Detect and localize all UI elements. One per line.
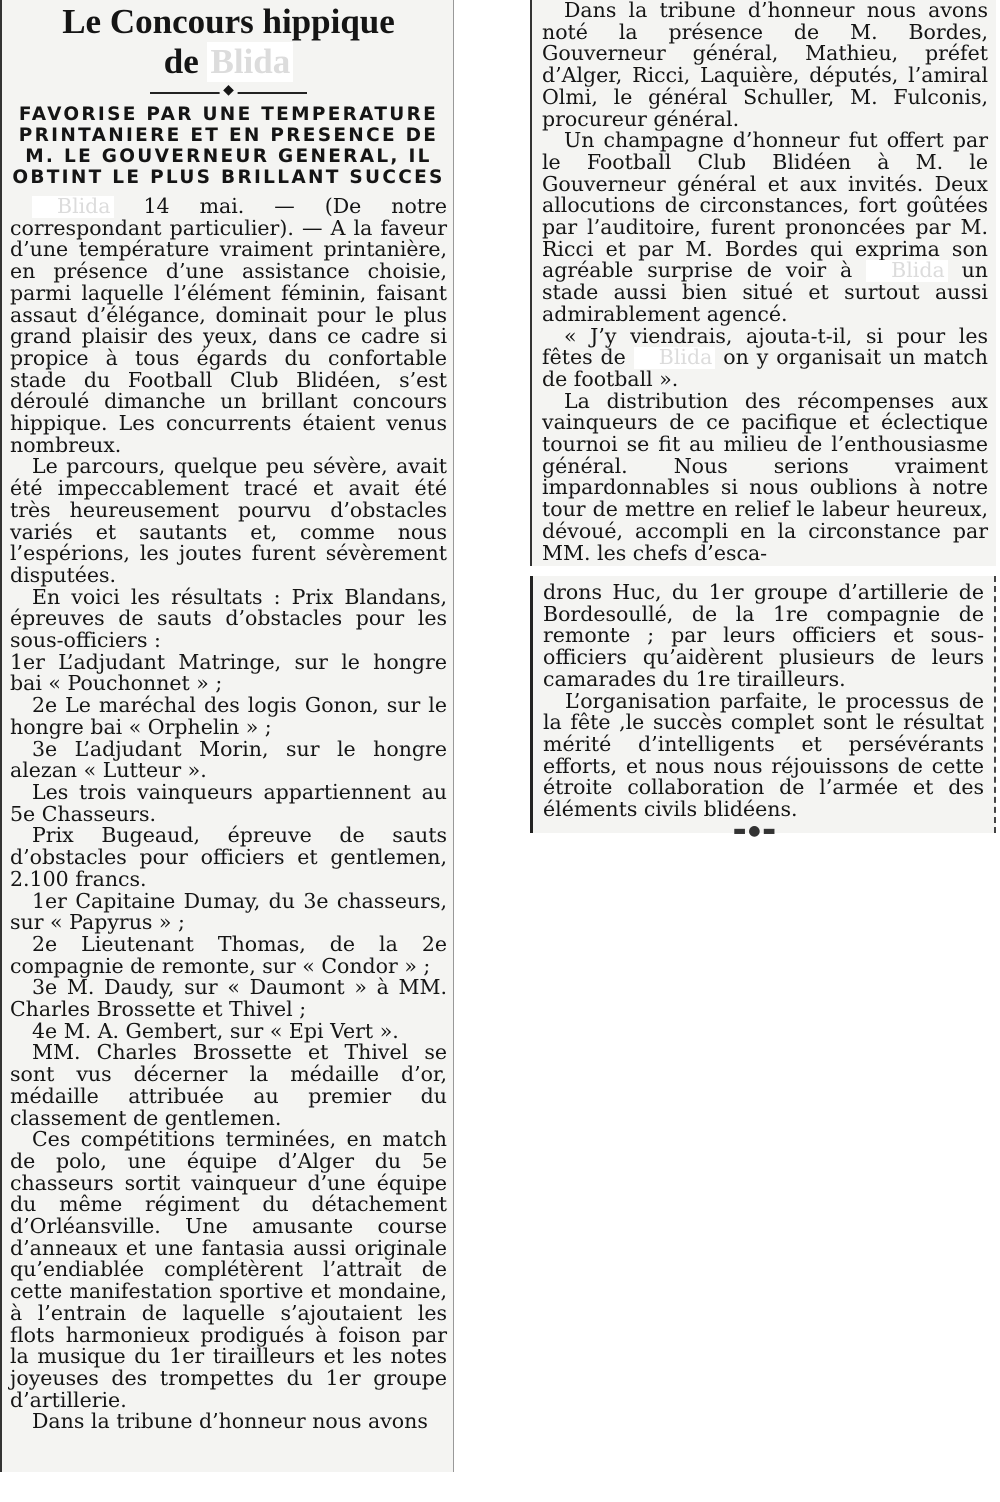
article-column-left bbox=[0, 0, 454, 1472]
article-paragraph: Le parcours, quelque peu sévère, avait été impeccablement tracé et avait été très heureusement pourvu d’obstacles variés et sautants et, comme nous l’espérions, les joutes furent sévèrement disputées. bbox=[10, 454, 447, 587]
article-paragraph: Un champagne d’honneur fut offert par le Football Club Blidéen à M. le Gouverneur général et aux invités. Deux allocutions de circonstances, fort goûtées par l’auditoire, furent prononcées par M. Ricci et par M. Bordes qui exprima son agréable surprise de voir à Blida un stade aussi bien situé et surtout aussi admirablement agencé. bbox=[542, 128, 988, 326]
article-column-right-bottom bbox=[530, 576, 996, 839]
article-column-right-top bbox=[530, 0, 996, 566]
redacted-place-name: Blida bbox=[207, 42, 293, 82]
subheadline: FAVORISE PAR UNE TEMPERATURE PRINTANIERE ET EN PRESENCE DE M. LE GOUVERNEUR GENERAL, IL OBTINT LE PLUS BRILLANT SUCCES bbox=[12, 104, 445, 188]
result-entry: 4e M. A. Gembert, sur « Epi Vert ». bbox=[32, 1018, 399, 1043]
redacted-place-name: Blida bbox=[866, 260, 948, 282]
article-paragraph: MM. Charles Brossette et Thivel se sont vus décerner la médaille d’or, médaille attribuée au premier du classement de gentlemen. bbox=[10, 1040, 447, 1130]
article-paragraph: Blida 14 mai. — (De notre correspondant particulier). — A la faveur d’une température vraiment printanière, en présence d’une assistance choisie, parmi laquelle l’élément féminin, faisant assaut d’élégance, dominait pour le plus grand plaisir des yeux, dans ce cadre si propice à tous égards du confortable stade du Football Club Blidéen, s’est déroulé dimanche un brillant concours hippique. Les concurrents étaient venus nombreux. bbox=[10, 194, 447, 457]
redacted-place-name: Blida bbox=[634, 347, 716, 369]
article-paragraph: Ces compétitions terminées, en match de polo, une équipe d’Alger du 5e chasseurs sortit vainqueur d’une équipe du même régiment du détachement d’Orléansville. Une amusante course d’anneaux et une fantasia aussi originale qu’endiablée complétèrent l’attrait de cette manifestation sportive et mondaine, à l’entrain de laquelle s’ajoutaient les flots harmonieux prodigués à foison par la musique du 1er tirailleurs et les notes joyeuses des trompettes du 1er groupe d’artillerie. bbox=[10, 1127, 447, 1412]
redacted-dateline-place: Blida bbox=[32, 196, 114, 218]
headline-line1: Le Concours hippique bbox=[62, 2, 395, 41]
article-paragraph: Dans la tribune d’honneur nous avons bbox=[32, 1409, 428, 1434]
article-paragraph: En voici les résultats : Prix Blandans, épreuves de sauts d’obstacles pour les sous-officiers : bbox=[10, 584, 447, 653]
headline-divider bbox=[150, 88, 307, 98]
article-paragraph: La distribution des récompenses aux vainqueurs de ce pacifique et éclectique tournoi se fit au milieu de l’enthousiasme général. Nous serions vraiment impardonnables si nous oublions à notre tour de mettre en relief le labeur heureux, dévoué, accompli en la circonstance par MM. les chefs d’esca- bbox=[542, 388, 988, 565]
result-entry: 1er Capitaine Dumay, du 3e chasseurs, sur « Papyrus » ; bbox=[10, 888, 447, 935]
headline-de: de bbox=[163, 42, 199, 81]
article-paragraph: Prix Bugeaud, épreuve de sauts d’obstacles pour officiers et gentlemen, 2.100 francs. bbox=[10, 823, 447, 891]
article-paragraph: Dans la tribune d’honneur nous avons noté la présence de M. Bordes, Gouverneur général, Mathieu, préfet d’Alger, Ricci, Laquière, députés, l’amiral Olmi, le général Schuller, M. Fulconis, procureur général. bbox=[542, 0, 988, 131]
article-paragraph: L’organisation parfaite, le processus de la fête ,le succès complet sont le résultat mérité d’intelligents et persévérants efforts, et nous nous réjouissons de cette étroite collaboration de l’armée et des éléments civils blidéens. bbox=[543, 688, 984, 822]
end-ornament: ▬●▬ bbox=[733, 823, 778, 839]
headline bbox=[10, 0, 447, 82]
result-entry: 3e L’adjudant Morin, sur le hongre alezan « Lutteur ». bbox=[10, 736, 447, 783]
result-entry: 3e M. Daudy, sur « Daumont » à MM. Charles Brossette et Thivel ; bbox=[10, 975, 447, 1022]
result-entry: 1er L’adjudant Matringe, sur le hongre bai « Pouchonnet » ; bbox=[10, 649, 447, 696]
result-entry: 2e Lieutenant Thomas, de la 2e compagnie de remonte, sur « Condor » ; bbox=[10, 931, 447, 978]
article-paragraph: Les trois vainqueurs appartiennent au 5e Chasseurs. bbox=[10, 779, 447, 826]
article-paragraph: drons Huc, du 1er groupe d’artillerie de Bordesoullé, de la 1re compagnie de remonte ; par leurs officiers et sous-officiers qu’aidèrent plusieurs de leurs camarades du 1re tirailleurs. bbox=[543, 580, 984, 691]
article-paragraph: « J’y viendrais, ajouta-t-il, si pour les fêtes de Blida on y organisait un match de football ». bbox=[542, 323, 988, 391]
result-entry: 2e Le maréchal des logis Gonon, sur le hongre bai « Orphelin » ; bbox=[10, 693, 447, 739]
